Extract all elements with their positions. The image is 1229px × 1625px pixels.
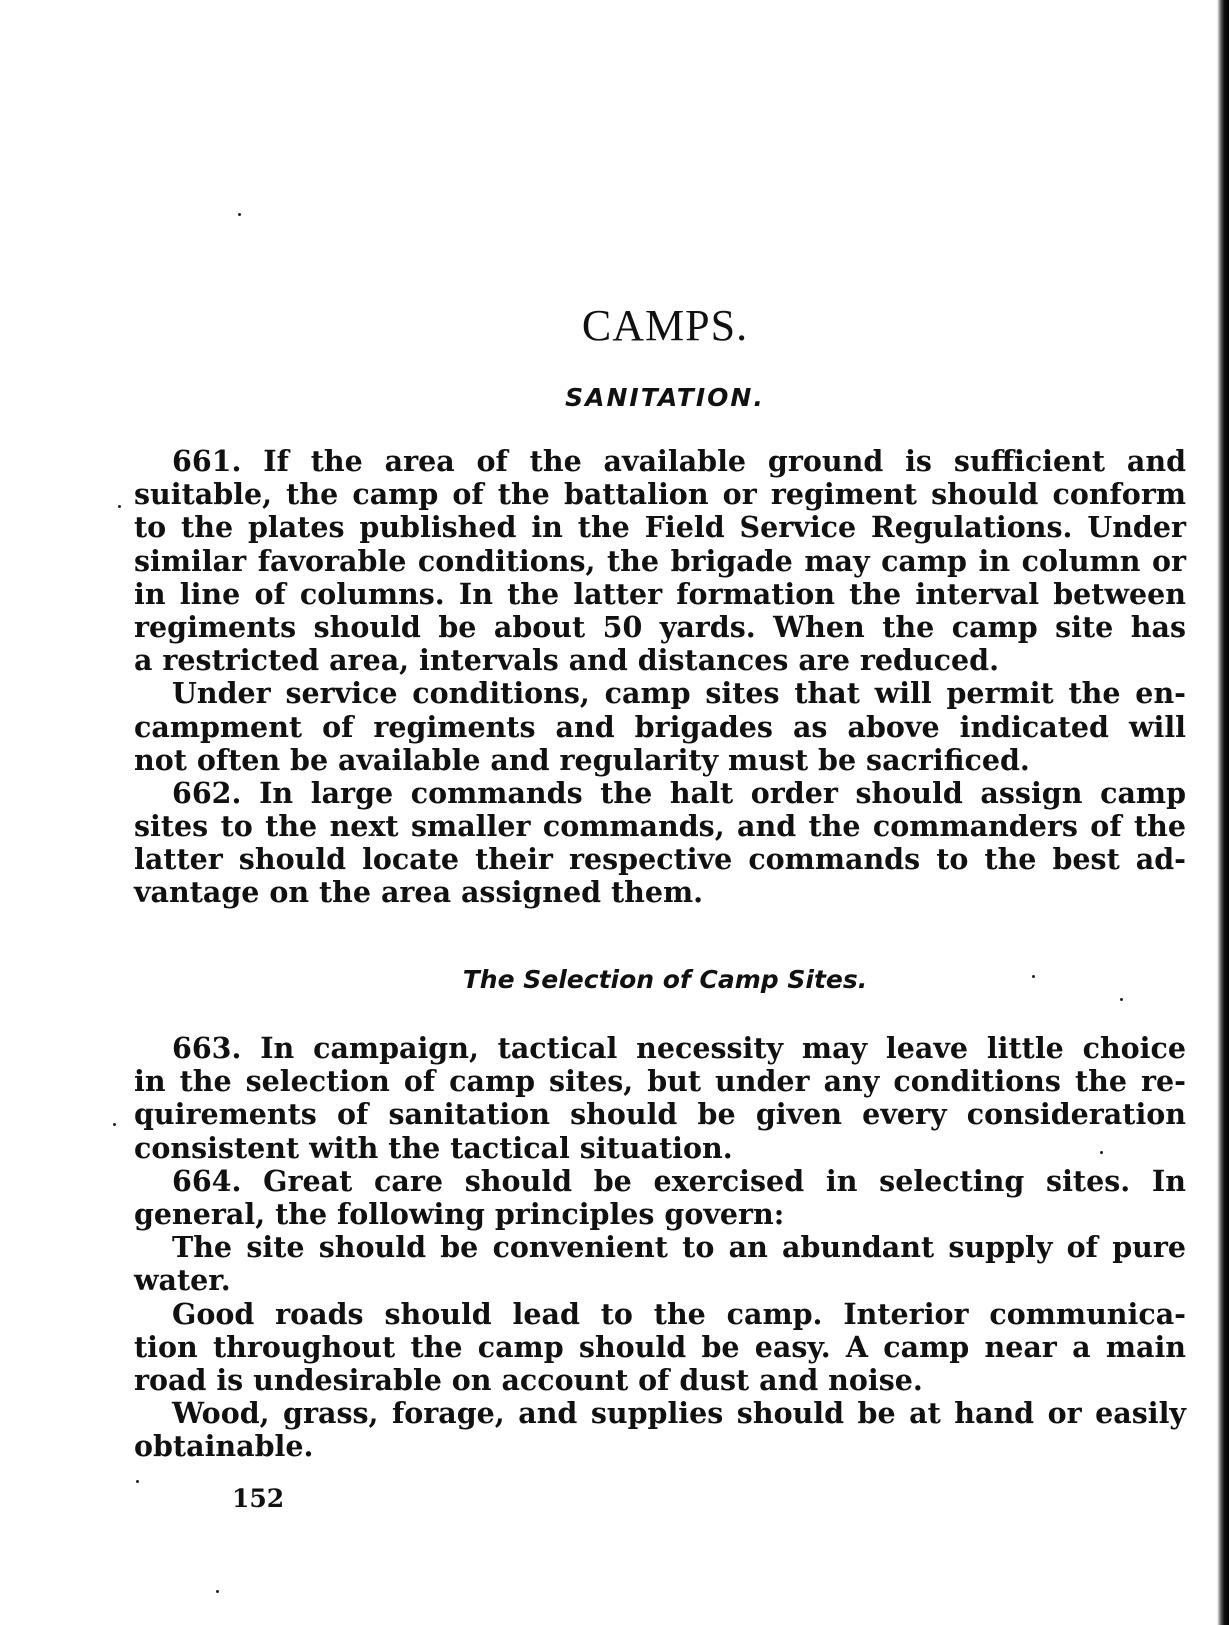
text-line: road is undesirable on account of dust and noise. bbox=[134, 1362, 923, 1397]
paragraph-block-sanitation bbox=[134, 445, 1186, 910]
page-spine-edge bbox=[1217, 0, 1229, 1625]
text-line: a restricted area, intervals and distances are reduced. bbox=[134, 643, 1000, 678]
text-line: 661. If the area of the available ground is sufficient and bbox=[172, 444, 1186, 478]
text-line: The site should be convenient to an abundant supply of pure bbox=[172, 1230, 1186, 1265]
text-line: 662. In large commands the halt order should assign camp bbox=[172, 775, 1186, 810]
scan-speck bbox=[1032, 975, 1035, 978]
text-line: in line of columns. In the latter formation the interval between bbox=[134, 576, 1186, 611]
text-line: latter should locate their respective commands to the best ad- bbox=[134, 842, 1186, 877]
text-line: Wood, grass, forage, and supplies should be at hand or easily bbox=[172, 1396, 1186, 1431]
text-line: not often be available and regularity must be sacrificed. bbox=[134, 742, 1030, 777]
text-line: similar favorable conditions, the brigade may camp in column or bbox=[134, 543, 1186, 578]
section-heading: SANITATION. bbox=[565, 383, 765, 412]
text-line: water. bbox=[134, 1263, 231, 1298]
text-line: vantage on the area assigned them. bbox=[134, 875, 704, 910]
text-line: campment of regiments and brigades as above indicated will bbox=[134, 709, 1186, 744]
text-line: obtainable. bbox=[134, 1429, 314, 1464]
text-line: regiments should be about 50 yards. When the camp site has bbox=[134, 609, 1186, 644]
text-line: 664. Great care should be exercised in selecting sites. In bbox=[172, 1163, 1186, 1198]
paragraph-block-camp-sites bbox=[134, 1032, 1186, 1463]
text-line: general, the following principles govern: bbox=[134, 1196, 785, 1231]
text-line: suitable, the camp of the battalion or regiment should conform bbox=[134, 477, 1186, 512]
scan-speck bbox=[216, 1590, 219, 1593]
page-number: 152 bbox=[232, 1484, 285, 1513]
scan-speck bbox=[1100, 1151, 1103, 1154]
text-line: consistent with the tactical situation. bbox=[134, 1130, 733, 1165]
subsection-heading: The Selection of Camp Sites. bbox=[462, 965, 868, 994]
text-line: in the selection of camp sites, but under any conditions the re- bbox=[134, 1064, 1186, 1099]
scan-speck bbox=[1120, 998, 1123, 1001]
text-line: Good roads should lead to the camp. Interior communica- bbox=[172, 1296, 1186, 1331]
page-title: CAMPS. bbox=[581, 301, 749, 350]
text-line: 663. In campaign, tactical necessity may leave little choice bbox=[172, 1031, 1186, 1065]
scan-speck bbox=[118, 505, 121, 508]
scan-speck bbox=[113, 1123, 116, 1126]
scan-speck bbox=[238, 213, 241, 216]
text-line: sites to the next smaller commands, and the commanders of the bbox=[134, 809, 1186, 844]
scan-speck bbox=[136, 1480, 139, 1483]
text-line: quirements of sanitation should be given every consideration bbox=[134, 1097, 1186, 1132]
text-line: to the plates published in the Field Service Regulations. Under bbox=[134, 510, 1186, 545]
text-line: Under service conditions, camp sites that will permit the en- bbox=[172, 676, 1186, 711]
text-line: tion throughout the camp should be easy. A camp near a main bbox=[134, 1329, 1186, 1364]
